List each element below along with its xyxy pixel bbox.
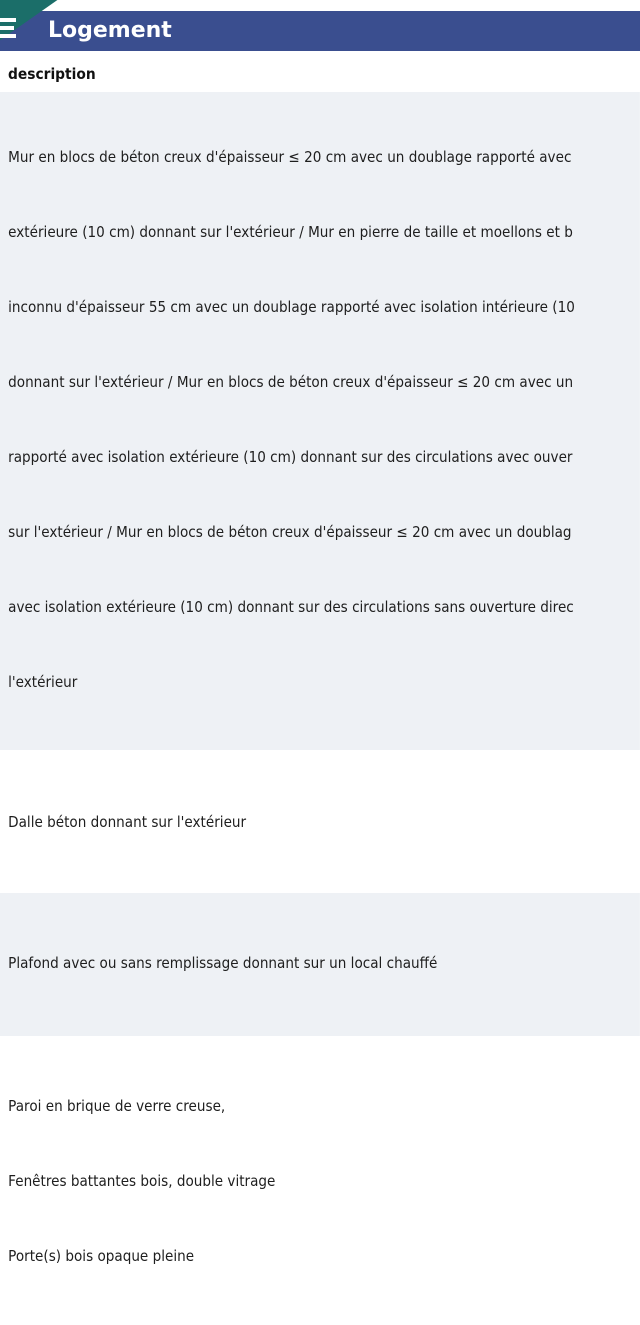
table-row	[0, 1036, 640, 1325]
row-line: l'extérieur	[8, 673, 78, 691]
column-header-description: description	[8, 65, 96, 83]
row-line: rapporté avec isolation extérieure (10 cm) donnant sur des circulations avec ouver	[8, 448, 573, 466]
row-line: inconnu d'épaisseur 55 cm avec un doublage rapporté avec isolation intérieure (10	[8, 298, 575, 316]
row-line: Fenêtres battantes bois, double vitrage	[8, 1172, 276, 1190]
description-table	[0, 92, 640, 1325]
table-row	[0, 760, 640, 893]
stripes-icon	[0, 14, 22, 42]
row-line: Dalle béton donnant sur l'extérieur	[8, 813, 247, 831]
top-gap	[0, 0, 640, 11]
row-line: extérieure (10 cm) donnant sur l'extérieur / Mur en pierre de taille et moellons et b	[8, 223, 573, 241]
row-line: sur l'extérieur / Mur en blocs de béton creux d'épaisseur ≤ 20 cm avec un doublag	[8, 523, 572, 541]
row-line: Plafond avec ou sans remplissage donnant sur un local chauffé	[8, 954, 438, 972]
section-header	[0, 11, 640, 51]
row-line: Mur en blocs de béton creux d'épaisseur ≤ 20 cm avec un doublage rapporté avec	[8, 148, 572, 166]
row-line: avec isolation extérieure (10 cm) donnant sur des circulations sans ouverture direc	[8, 598, 574, 616]
table-row	[0, 893, 640, 1036]
row-line: donnant sur l'extérieur / Mur en blocs de béton creux d'épaisseur ≤ 20 cm avec un	[8, 373, 574, 391]
table-row	[0, 92, 640, 750]
section-title: Logement	[48, 18, 172, 43]
row-line: Paroi en brique de verre creuse,	[8, 1097, 226, 1115]
row-line: Porte(s) bois opaque pleine	[8, 1247, 195, 1265]
